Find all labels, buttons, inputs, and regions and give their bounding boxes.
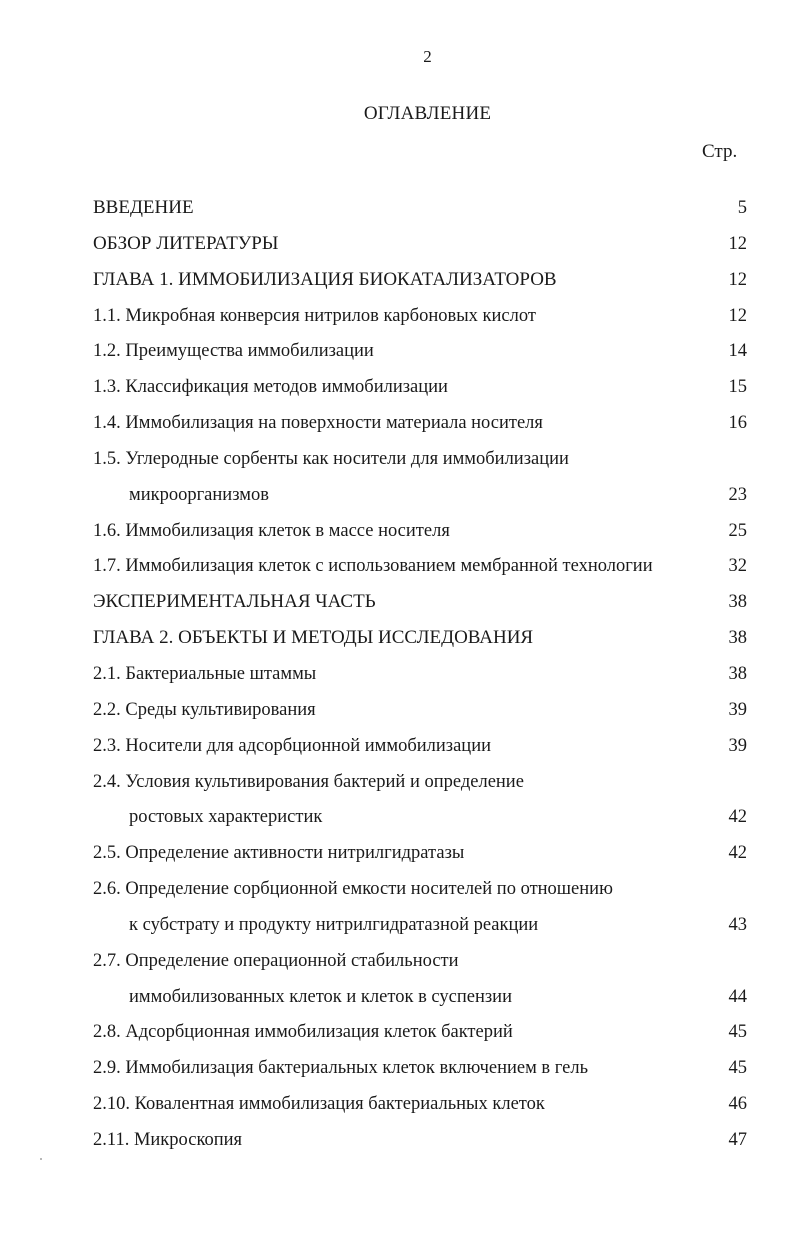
toc-entry-page: 5	[737, 198, 747, 218]
toc-entry	[93, 764, 747, 800]
toc-entry-page: 39	[728, 699, 747, 720]
toc-entry-text: ОБЗОР ЛИТЕРАТУРЫ	[93, 232, 279, 254]
toc-entry	[93, 441, 747, 477]
toc-entry	[93, 190, 747, 226]
toc-entry-text: ЭКСПЕРИМЕНТАЛЬНАЯ ЧАСТЬ	[93, 591, 376, 613]
toc-entry-text: 1.5. Углеродные сорбенты как носители для иммобилизации	[93, 448, 569, 469]
toc-entry-text: 2.2. Среды культивирования	[93, 699, 316, 720]
toc-entry	[93, 584, 747, 620]
toc-entry-text: 1.1. Микробная конверсия нитрилов карбоновых кислот	[93, 305, 536, 326]
toc-entry-page: 14	[728, 341, 747, 362]
toc-entry	[93, 262, 747, 298]
toc-entry	[93, 871, 747, 907]
toc-entry-text: 1.6. Иммобилизация клеток в массе носителя	[93, 520, 450, 541]
toc-entry-text: 2.4. Условия культивирования бактерий и определение	[93, 771, 524, 792]
toc-entry-page: 23	[728, 484, 747, 505]
toc-entry-text: 2.5. Определение активности нитрилгидратазы	[93, 843, 465, 864]
toc-entry-text: 2.3. Носители для адсорбционной иммобилизации	[93, 735, 491, 756]
toc-entry-text: 2.11. Микроскопия	[93, 1129, 243, 1150]
toc-entry-page: 15	[728, 377, 747, 398]
toc-title: ОГЛАВЛЕНИЕ	[363, 103, 492, 124]
toc-entry-text: 1.3. Классификация методов иммобилизации	[93, 377, 448, 398]
toc-entry-text: 2.9. Иммобилизация бактериальных клеток включением в гель	[93, 1058, 589, 1079]
toc-entry-text: к субстрату и продукту нитрилгидратазной реакции	[129, 914, 539, 935]
toc-entry-page: 42	[728, 807, 747, 828]
toc-entry	[93, 943, 747, 979]
toc-entry-page: 45	[728, 1022, 747, 1043]
toc-entry-text: 1.7. Иммобилизация клеток с использованием мембранной технологии	[93, 556, 653, 577]
toc-entry-page: 12	[728, 269, 747, 290]
toc-entry-text: 1.4. Иммобилизация на поверхности материала носителя	[93, 413, 543, 434]
toc-entry	[93, 548, 747, 584]
toc-entry	[93, 656, 747, 692]
toc-entry-page: 12	[728, 305, 747, 326]
toc-entry-continuation	[93, 799, 747, 835]
toc-entry	[93, 333, 747, 369]
toc-entry-page: 16	[728, 413, 747, 434]
toc-entry-text: 2.8. Адсорбционная иммобилизация клеток бактерий	[93, 1022, 513, 1043]
toc-entry	[93, 369, 747, 405]
toc-entry-continuation	[93, 477, 747, 513]
scan-speck	[40, 1158, 42, 1160]
toc-entry-page: 38	[728, 592, 747, 613]
toc-entry-page: 32	[728, 556, 747, 577]
toc-entry-text: 2.6. Определение сорбционной емкости носителей по отношению	[93, 879, 613, 900]
toc-entry	[93, 1050, 747, 1086]
toc-entry	[93, 298, 747, 334]
toc-entry-text: иммобилизованных клеток и клеток в суспензии	[129, 986, 512, 1007]
page-column-label: Стр.	[702, 141, 738, 162]
toc-entry-page: 43	[728, 914, 747, 935]
toc-entry-text: 1.2. Преимущества иммобилизации	[93, 341, 374, 362]
toc-entry-page: 47	[728, 1129, 747, 1150]
toc-entry-text: микроорганизмов	[129, 484, 269, 505]
toc-entry-page: 45	[728, 1058, 747, 1079]
toc-entry	[93, 1014, 747, 1050]
toc-entry	[93, 728, 747, 764]
toc-entry-continuation	[93, 979, 747, 1015]
toc-entry-text: 2.7. Определение операционной стабильности	[93, 950, 459, 971]
toc-entry-page: 39	[728, 735, 747, 756]
toc-entry-page: 38	[728, 628, 747, 649]
toc-entry-page: 38	[728, 663, 747, 684]
toc-entry	[93, 513, 747, 549]
toc-entry-text: 2.10. Ковалентная иммобилизация бактериальных клеток	[93, 1094, 545, 1115]
page-number: 2	[423, 47, 432, 66]
toc-entry-page: 46	[728, 1094, 747, 1115]
toc-entry	[93, 620, 747, 656]
table-of-contents	[93, 190, 747, 1158]
toc-entry	[93, 835, 747, 871]
toc-entry-page: 12	[728, 233, 747, 254]
toc-entry-page: 25	[728, 520, 747, 541]
toc-entry	[93, 226, 747, 262]
toc-entry-continuation	[93, 907, 747, 943]
toc-entry	[93, 692, 747, 728]
toc-entry-text: ВВЕДЕНИЕ	[93, 197, 194, 218]
toc-entry-text: ГЛАВА 1. ИММОБИЛИЗАЦИЯ БИОКАТАЛИЗАТОРОВ	[93, 268, 557, 290]
toc-entry-page: 44	[728, 986, 747, 1007]
toc-entry	[93, 1122, 747, 1158]
toc-entry-page: 42	[728, 843, 747, 864]
toc-entry	[93, 1086, 747, 1122]
toc-entry-text: ростовых характеристик	[129, 807, 323, 828]
toc-entry	[93, 405, 747, 441]
toc-entry-text: ГЛАВА 2. ОБЪЕКТЫ И МЕТОДЫ ИССЛЕДОВАНИЯ	[93, 627, 534, 649]
toc-entry-text: 2.1. Бактериальные штаммы	[93, 663, 317, 684]
